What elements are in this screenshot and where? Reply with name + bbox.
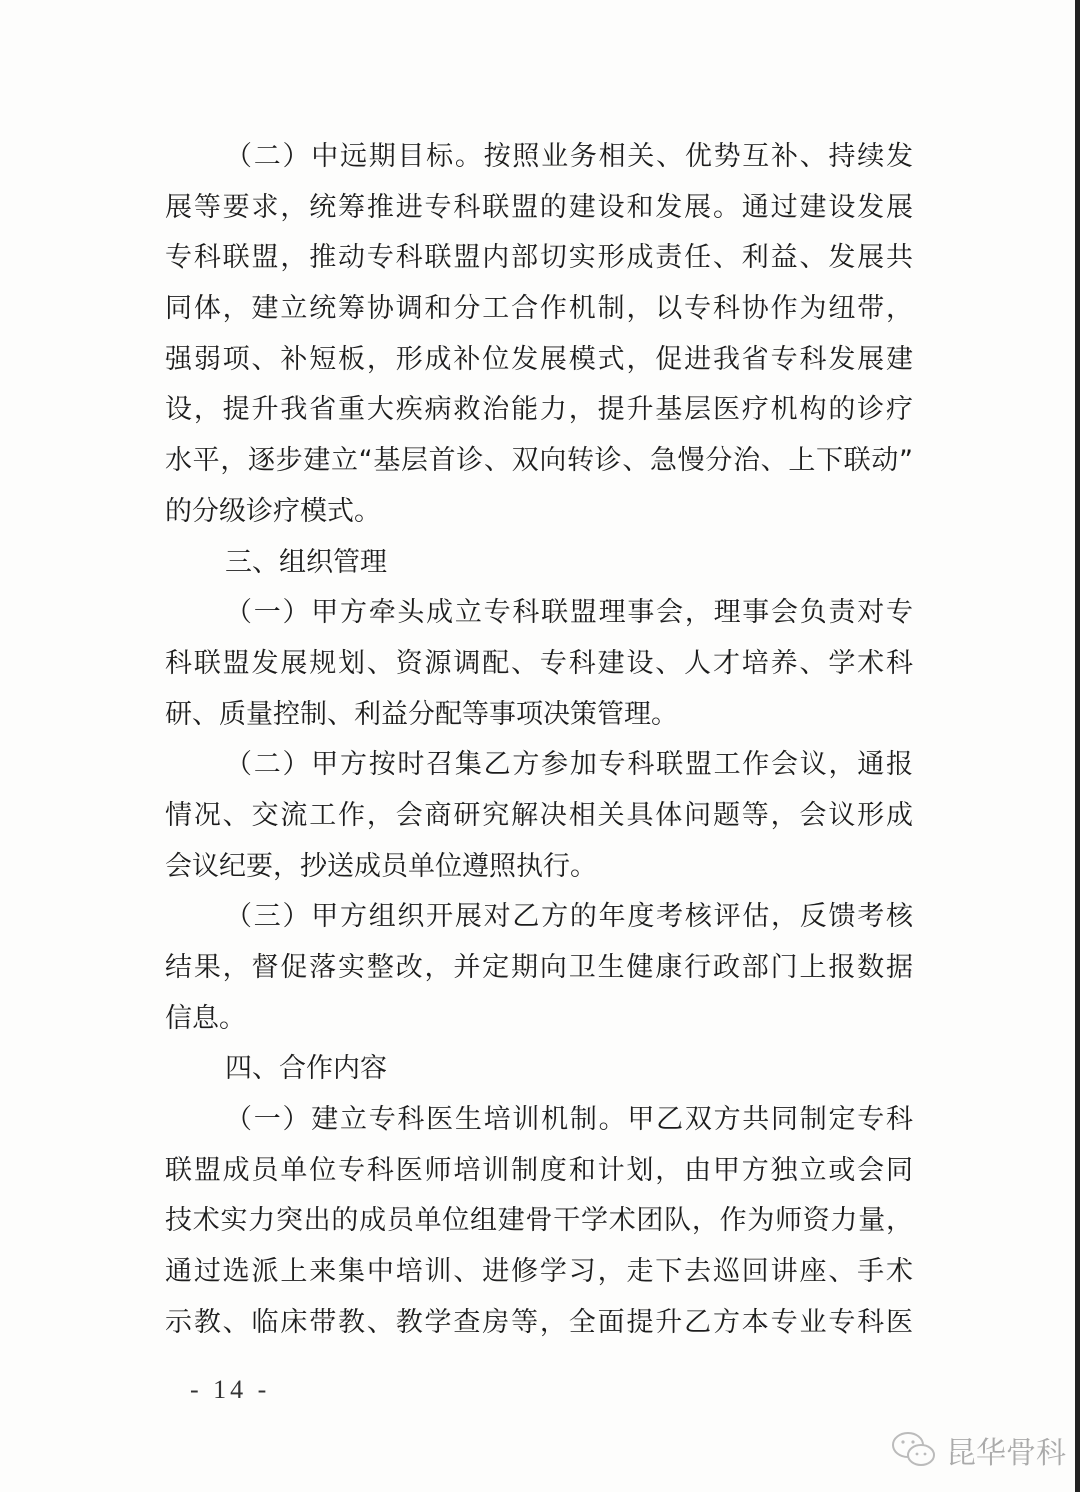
text-line: 联盟成员单位专科医师培训制度和计划，由甲方独立或会同 — [165, 1154, 913, 1186]
text-line: 通过选派上来集中培训、进修学习，走下去巡回讲座、手术 — [165, 1256, 913, 1288]
text-line: 展等要求，统筹推进专科联盟的建设和发展。通过建设发展 — [165, 191, 913, 223]
text-line: 信息。 — [165, 1002, 246, 1034]
text-line: （一）甲方牵头成立专科联盟理事会，理事会负责对专 — [225, 597, 913, 629]
text-line: 结果，督促落实整改，并定期向卫生健康行政部门上报数据 — [165, 952, 913, 983]
text-line: 科联盟发展规划、资源调配、专科建设、人才培养、学术科 — [165, 647, 913, 679]
text-line: （三）甲方组织开展对乙方的年度考核评估，反馈考核 — [225, 901, 913, 933]
watermark — [890, 1428, 1066, 1472]
text-line: 会议纪要，抄送成员单位遵照执行。 — [165, 850, 597, 882]
text-line: （二）甲方按时召集乙方参加专科联盟工作会议，通报 — [225, 749, 913, 781]
wechat-icon — [890, 1430, 938, 1470]
text-line: 设，提升我省重大疾病救治能力，提升基层医疗机构的诊疗 — [165, 394, 913, 426]
text-line: 专科联盟，推动专科联盟内部切实形成责任、利益、发展共 — [165, 242, 913, 274]
scan-edge — [1075, 0, 1080, 1492]
text-line: 情况、交流工作，会商研究解决相关具体问题等，会议形成 — [165, 799, 913, 831]
document-body — [165, 132, 913, 1349]
text-line: （二）中远期目标。按照业务相关、优势互补、持续发 — [225, 141, 913, 172]
text-line: （一）建立专科医生培训机制。甲乙双方共同制定专科 — [225, 1104, 913, 1136]
page-number: - 14 - — [190, 1375, 271, 1404]
text-line: 同体，建立统筹协调和分工合作机制，以专科协作为纽带， — [165, 293, 913, 325]
text-line: 研、质量控制、利益分配等事项决策管理。 — [165, 698, 678, 730]
text-line: 技术实力突出的成员单位组建骨干学术团队，作为师资力量， — [165, 1205, 913, 1237]
text-line: 示教、临床带教、教学查房等，全面提升乙方本专业专科医 — [165, 1306, 913, 1338]
watermark-text: 昆华骨科 — [946, 1436, 1066, 1471]
text-line: 三、组织管理 — [225, 546, 387, 578]
text-line: 强弱项、补短板，形成补位发展模式，促进我省专科发展建 — [165, 343, 913, 375]
text-line: 的分级诊疗模式。 — [165, 495, 381, 527]
text-line: 水平，逐步建立“基层首诊、双向转诊、急慢分治、上下联动” — [165, 445, 913, 477]
text-line: 四、合作内容 — [225, 1053, 387, 1085]
